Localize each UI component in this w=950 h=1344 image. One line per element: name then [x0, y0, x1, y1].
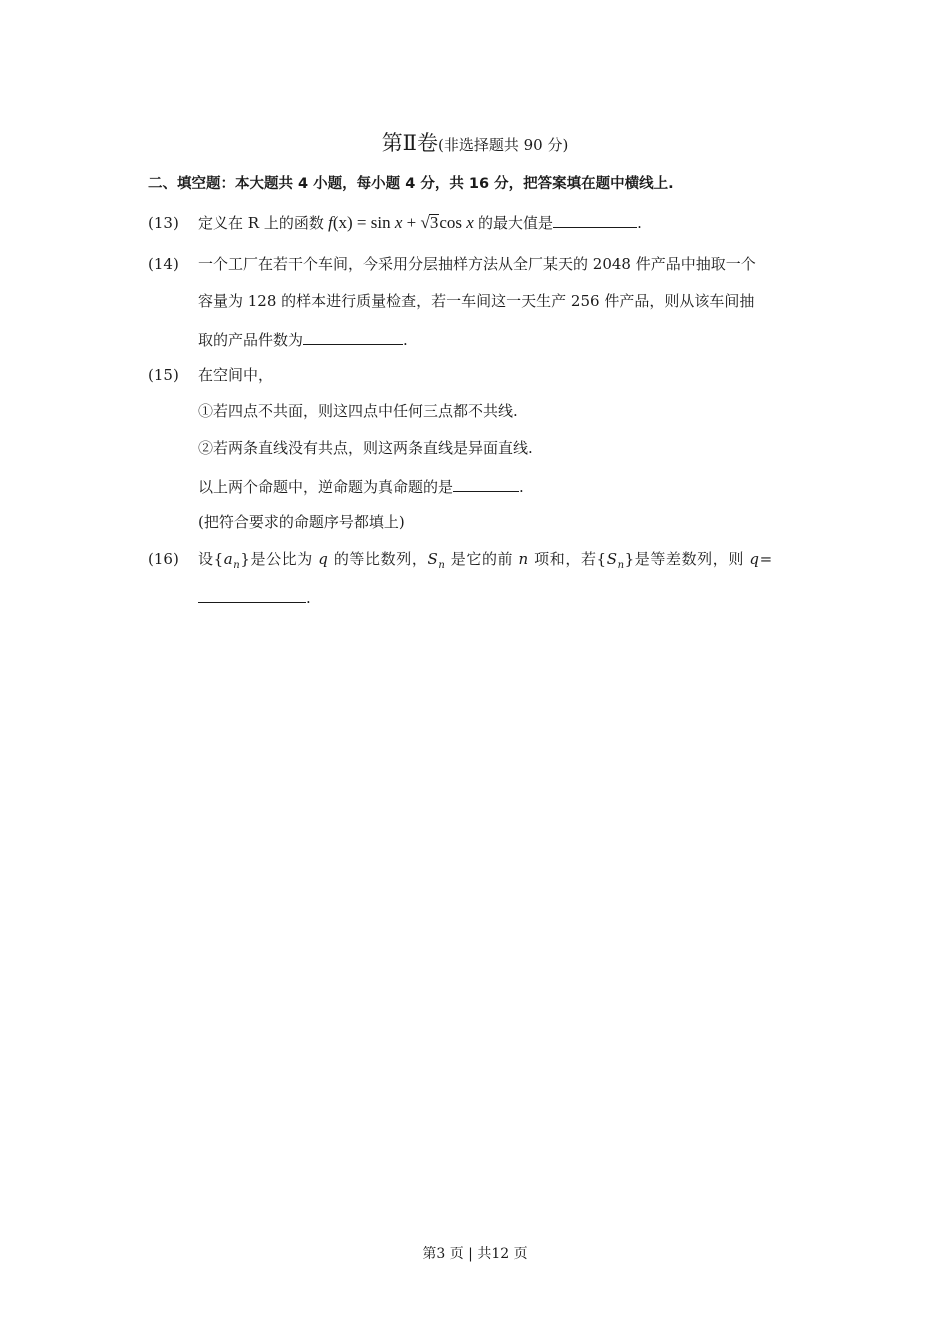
answer-blank[interactable]: [198, 584, 306, 603]
question-text: 定义在 R 上的函数: [198, 214, 324, 232]
function-formula: f(x) = sin x + √3cos x: [328, 213, 474, 232]
part-title-main: 第Ⅱ卷: [381, 131, 438, 155]
question-14-line-3: 取的产品件数为 .: [198, 326, 408, 352]
page-footer: 第3 页 | 共12 页: [422, 1246, 528, 1262]
question-text: 一个工厂在若干个车间，今采用分层抽样方法从全厂某天的 2048 件产品中抽取一个: [198, 255, 756, 273]
question-text: 在空间中，: [198, 366, 274, 384]
question-16: (16) 设$\{a_n\}$是公比为 q 的等比数列，$S_n$ 是它的前 n 项和，若$\{S_n\}$是等差数列，则 q=: [148, 547, 773, 578]
question-number: (16): [148, 550, 179, 568]
question-14: [148, 252, 756, 276]
proposition-2: ②若两条直线没有共点，则这两条直线是异面直线.: [198, 439, 533, 457]
question-16-line-2: .: [198, 584, 311, 610]
question-text: 的最大值是: [478, 214, 554, 232]
question-15-prompt: 以上两个命题中，逆命题为真命题的是 .: [198, 473, 524, 499]
proposition-1: ①若四点不共面，则这四点中任何三点都不共线.: [198, 402, 518, 420]
section-heading: 二、填空题：本大题共 4 小题，每小题 4 分，共 16 分，把答案填在题中横线上.: [148, 176, 674, 192]
question-14-line-2: 容量为 128 的样本进行质量检查，若一车间这一天生产 256 件产品，则从该车间抽: [198, 292, 755, 310]
question-15: [148, 363, 273, 387]
question-number: (13): [148, 214, 179, 232]
answer-blank[interactable]: [453, 473, 519, 492]
answer-blank[interactable]: [303, 326, 403, 345]
part-title: [0, 128, 950, 160]
part-title-sub: (非选择题共 90 分): [437, 136, 569, 154]
question-13: (13) 定义在 R 上的函数 f(x) = sin x + √3cos x 的最大值是 .: [148, 209, 642, 235]
answer-blank[interactable]: [553, 209, 637, 228]
question-number: (14): [148, 255, 179, 273]
question-15-note: (把符合要求的命题序号都填上): [198, 513, 405, 531]
question-number: (15): [148, 366, 179, 384]
